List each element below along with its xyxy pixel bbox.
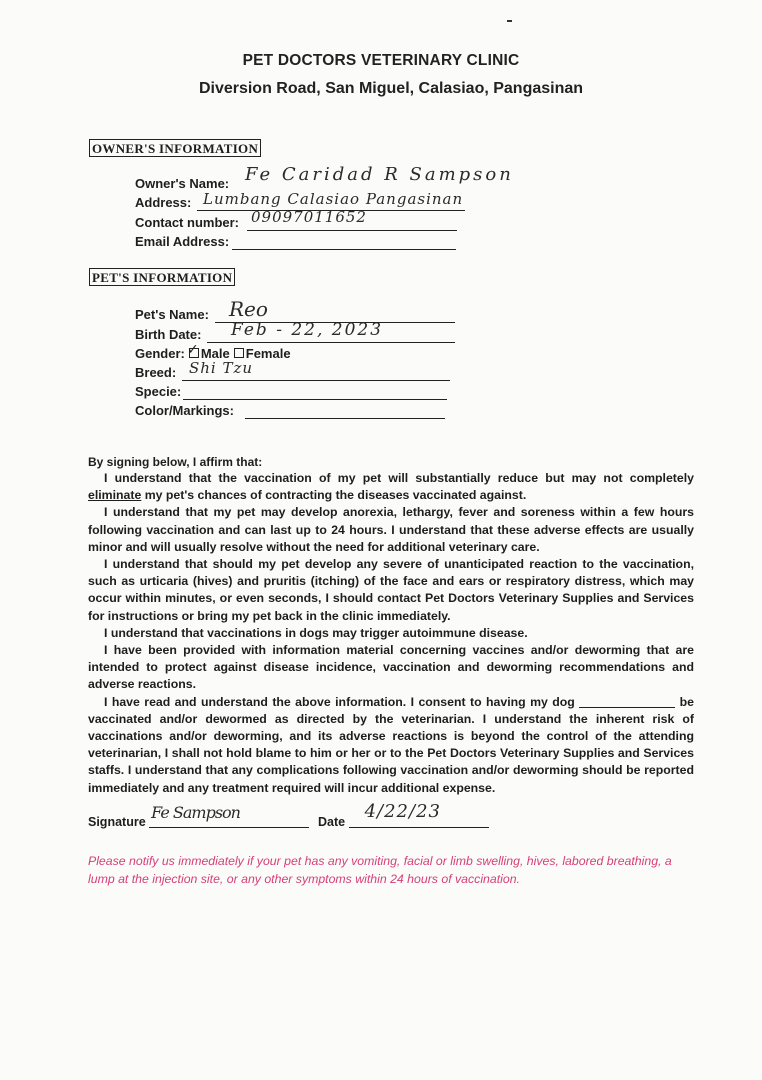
pet-color-line <box>245 418 445 419</box>
gender-female-label: Female <box>245 346 291 361</box>
signature-label: Signature <box>88 815 146 829</box>
consent-paragraph-5: I have been provided with information material concerning vaccines and/or deworming that are intended to protect against disease incidence, vaccination and deworming recommendations and adverse reactions. <box>88 643 694 692</box>
eliminate-underlined: eliminate <box>88 488 142 503</box>
scan-mark <box>507 20 512 22</box>
pet-name-label: Pet's Name: <box>135 307 209 322</box>
consent-paragraph-6: I have read and understand the above information. I consent to having my dog be vaccinated and/or dewormed as directed by the veterinarian. I understand the inherent risk of vaccinations and/or deworming, and its adverse reactions is beyond the control of the attending veterinarian, I shall not hold blame to him or her or to the Pet Doctors Veterinary Supplies and Services staffs. I understand that any complications following vaccination and/or deworming should be reported immediately and any treatment required will incur additional expense. <box>88 694 694 795</box>
consent-paragraph-4: I understand that vaccinations in dogs may trigger autoimmune disease. <box>104 625 528 640</box>
pet-gender-label: Gender: <box>135 346 185 361</box>
owner-address-label: Address: <box>135 195 192 210</box>
pet-breed-label: Breed: <box>135 365 177 380</box>
gender-female-checkbox[interactable] <box>234 348 244 358</box>
clinic-address: Diversion Road, San Miguel, Calasiao, Pangasinan <box>198 80 584 97</box>
owner-address-value[interactable]: Lumbang Calasiao Pangasinan <box>203 190 464 208</box>
consent-paragraph-1: I understand that the vaccination of my pet will substantially reduce but may not completely eliminate my pet's chances of contracting the diseases vaccinated against. <box>88 471 694 503</box>
owner-contact-line <box>247 230 457 231</box>
owner-contact-label: Contact number: <box>135 215 239 230</box>
signature-line[interactable] <box>149 803 309 828</box>
pet-specie-label: Specie: <box>135 384 182 399</box>
owner-name-label: Owner's Name: <box>135 176 230 191</box>
pet-name-value[interactable]: Reo <box>229 297 268 321</box>
gender-check-icon: ✓ <box>187 342 199 358</box>
pet-breed-line <box>182 380 450 381</box>
date-row <box>318 801 489 829</box>
clinic-name: PET DOCTORS VETERINARY CLINIC <box>242 52 520 69</box>
affirm-intro: By signing below, I affirm that: <box>88 455 263 469</box>
signature-value: Fe Sampson <box>151 803 240 822</box>
consent-paragraph-3: I understand that should my pet develop any severe of unanticipated reaction to the vaccination, such as urticaria (hives) and pruritis (itching) of the face and ears or respiratory distress, which may occur within minutes, or even seconds, I should contact Pet Doctors Veterinary Supplies and Services for instructions or bring my pet back in the clinic immediately. <box>88 557 694 623</box>
dog-name-blank[interactable] <box>579 707 675 708</box>
date-label: Date <box>318 815 346 829</box>
owner-email-label: Email Address: <box>135 234 230 249</box>
owner-contact-value[interactable]: 09097011652 <box>251 208 367 226</box>
pet-birth-value[interactable]: Feb - 22, 2023 <box>231 320 384 340</box>
owner-email-line <box>232 249 456 250</box>
pet-breed-value[interactable]: Shi Tzu <box>189 359 254 377</box>
owner-section-title: OWNER'S INFORMATION <box>89 139 261 157</box>
consent-paragraph-2: I understand that my pet may develop anorexia, lethargy, fever and soreness within a few hours following vaccination and can last up to 24 hours. I understand that these adverse effects are usually minor and will usually resolve without the need for additional veterinary care. <box>88 505 694 554</box>
gender-male-label: Male <box>200 346 230 361</box>
pet-color-label: Color/Markings: <box>135 403 234 418</box>
pet-birth-line <box>207 342 455 343</box>
aftercare-notice: Please notify us immediately if your pet has any vomiting, facial or limb swelling, hives, labored breathing, a lump at the injection site, or any other symptoms within 24 hours of vaccination. <box>88 854 672 886</box>
date-line[interactable] <box>349 801 489 828</box>
pet-birth-label: Birth Date: <box>135 327 202 342</box>
pet-section-title: PET'S INFORMATION <box>89 268 235 286</box>
owner-name-value[interactable]: Fe Caridad R Sampson <box>245 164 514 185</box>
date-value: 4/22/23 <box>364 801 441 822</box>
signature-row <box>88 803 309 829</box>
consent-text <box>88 470 694 797</box>
pet-specie-line <box>183 399 447 400</box>
